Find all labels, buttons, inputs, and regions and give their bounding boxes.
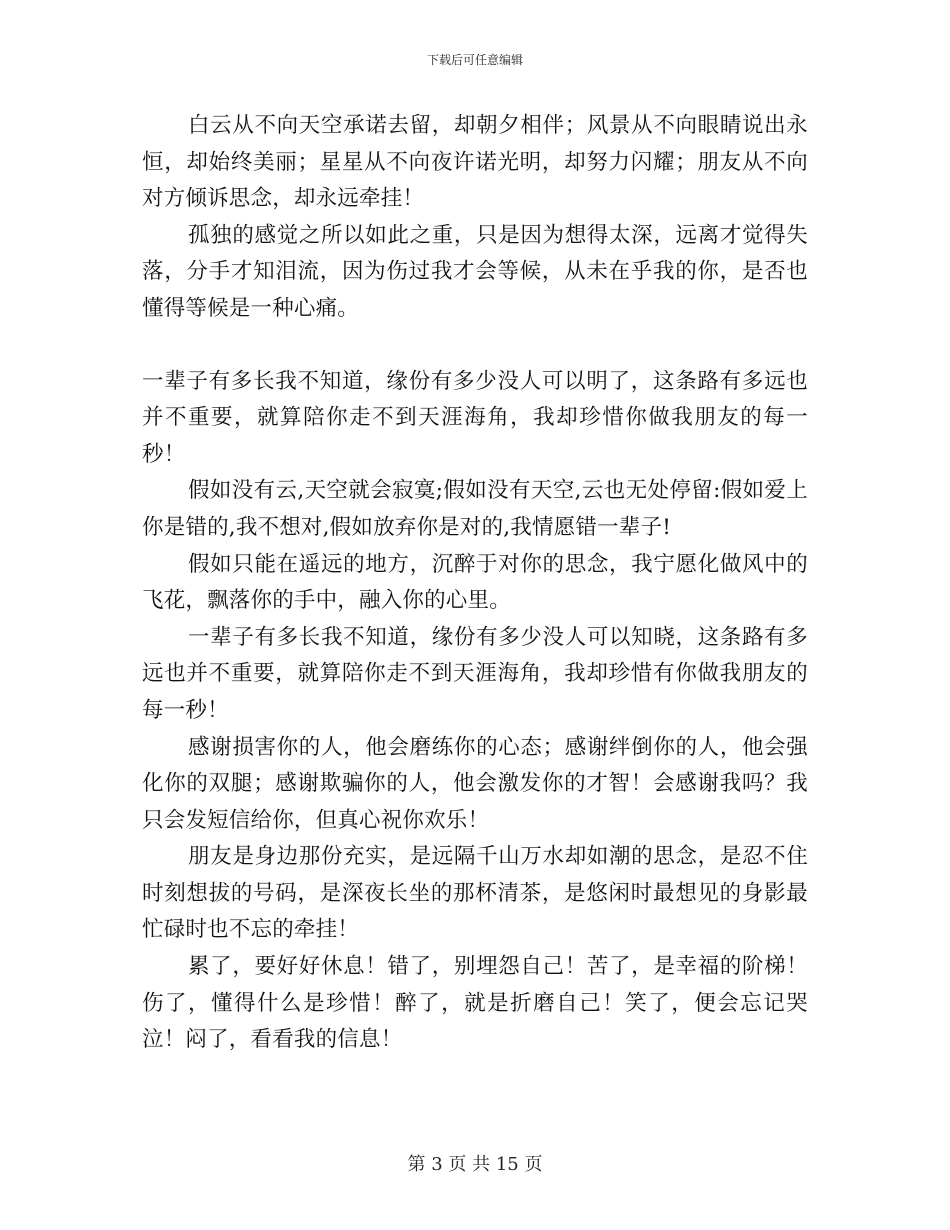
page-header: 下载后可任意编辑 (426, 53, 523, 67)
page-number-footer: 第 3 页 共 15 页 (407, 1154, 543, 1175)
paragraph-8: 朋友是身边那份充实，是远隔千山万水却如潮的思念，是忍不住时刻想拔的号码，是深夜长坐的那杯清茶，是悠闲时最想见的身影最忙碌时也不忘的牵挂！ (142, 844, 808, 943)
paragraph-3: 一辈子有多长我不知道，缘份有多少没人可以明了，这条路有多远也并不重要，就算陪你走不到天涯海角，我却珍惜你做我朋友的每一秒！ (142, 368, 808, 467)
document-body (142, 108, 808, 1059)
paragraph-2: 孤独的感觉之所以如此之重，只是因为想得太深，远离才觉得失落，分手才知泪流，因为伤过我才会等候，从未在乎我的你，是否也懂得等候是一种心痛。 (142, 222, 808, 321)
paragraph-gap (142, 328, 808, 364)
paragraph-6: 一辈子有多长我不知道，缘份有多少没人可以知晓，这条路有多远也并不重要，就算陪你走不到天涯海角，我却珍惜有你做我朋友的每一秒！ (142, 624, 808, 723)
paragraph-5: 假如只能在遥远的地方，沉醉于对你的思念，我宁愿化做风中的飞花，飘落你的手中，融入你的心里。 (142, 551, 808, 614)
paragraph-1: 白云从不向天空承诺去留，却朝夕相伴；风景从不向眼睛说出永恒，却始终美丽；星星从不向夜许诺光明，却努力闪耀；朋友从不向对方倾诉思念，却永远牵挂！ (142, 113, 808, 212)
paragraph-9: 累了，要好好休息！错了，别埋怨自己！苦了，是幸福的阶梯！伤了，懂得什么是珍惜！醉了，就是折磨自己！笑了，便会忘记哭泣！闷了，看看我的信息！ (142, 954, 808, 1053)
paragraph-4: 假如没有云,天空就会寂寞;假如没有天空,云也无处停留:假如爱上你是错的,我不想对,假如放弃你是对的,我情愿错一辈子! (142, 478, 808, 540)
paragraph-7: 感谢损害你的人，他会磨练你的心态；感谢绊倒你的人，他会强化你的双腿；感谢欺骗你的人，他会激发你的才智！会感谢我吗？我只会发短信给你，但真心祝你欢乐！ (142, 734, 808, 833)
